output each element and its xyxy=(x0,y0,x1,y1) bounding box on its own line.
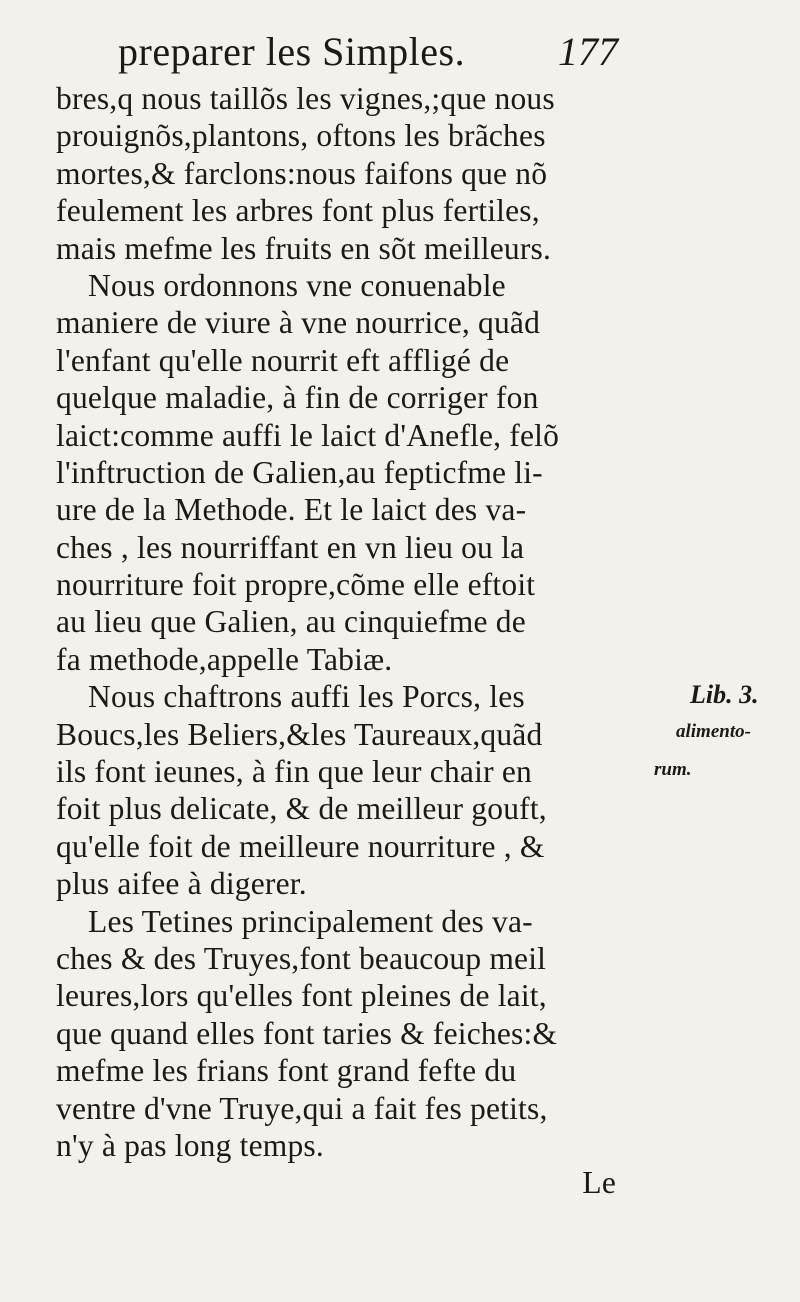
running-title: preparer les Simples. xyxy=(118,29,466,74)
text-line: l'enfant qu'elle nourrit eft affligé de xyxy=(56,342,510,378)
text-line: quelque maladie, à fin de corriger fon xyxy=(56,380,539,416)
margin-note-line: Lib. 3. xyxy=(690,680,759,709)
text-line: que quand elles font taries & feiches:& xyxy=(56,1015,558,1051)
text-line: Nous chaftrons auffi les Porcs, les xyxy=(88,679,525,715)
text-line: laict:comme auffi le laict d'Anefle, felõ xyxy=(56,417,560,453)
text-line: nourriture foit propre,cõme elle eftoit xyxy=(56,567,536,603)
text-line: ils font ieunes, à fin que leur chair en xyxy=(56,754,532,790)
text-line: feulement les arbres font plus fertiles, xyxy=(56,193,540,229)
margin-note-line: alimento- xyxy=(676,721,751,743)
text-line: mortes,& farclons:nous faifons que nõ xyxy=(56,155,548,191)
text-line: Nous ordonnons vne conuenable xyxy=(88,267,506,303)
text-line: mais mefme les fruits en sõt meilleurs. xyxy=(56,230,552,266)
text-line: foit plus delicate, & de meilleur gouft, xyxy=(56,791,547,827)
text-line: Boucs,les Beliers,&les Taureaux,quãd xyxy=(56,716,543,752)
text-line: qu'elle foit de meilleure nourriture , & xyxy=(56,828,545,864)
text-line: ches & des Truyes,font beaucoup meil xyxy=(56,940,547,976)
text-line: plus aifee à digerer. xyxy=(56,866,307,902)
text-line: prouignõs,plantons, oftons les brãches xyxy=(56,118,546,154)
text-line: ventre d'vne Truye,qui a fait fes petits, xyxy=(56,1090,548,1126)
text-line: mefme les frians font grand fefte du xyxy=(56,1053,517,1089)
margin-note-line: rum. xyxy=(654,758,692,780)
text-line: maniere de viure à vne nourrice, quãd xyxy=(56,305,541,341)
page-number: 177 xyxy=(558,29,618,74)
margin-note xyxy=(654,676,759,788)
body-text xyxy=(56,80,616,1202)
catchword: Le xyxy=(582,1165,616,1201)
text-line: Les Tetines principalement des va- xyxy=(88,903,533,939)
page-header xyxy=(118,26,638,78)
text-line: n'y à pas long temps. xyxy=(56,1127,324,1163)
text-line: bres,q nous taillõs les vignes,;que nous xyxy=(56,81,555,116)
text-line: au lieu que Galien, au cinquiefme de xyxy=(56,604,526,640)
text-line: ches , les nourriffant en vn lieu ou la xyxy=(56,529,525,565)
text-line: leures,lors qu'elles font pleines de lait, xyxy=(56,978,547,1014)
text-line: ure de la Methode. Et le laict des va- xyxy=(56,492,527,528)
text-line: fa methode,appelle Tabiæ. xyxy=(56,641,393,677)
text-line: l'inftruction de Galien,au fepticfme li- xyxy=(56,454,543,490)
